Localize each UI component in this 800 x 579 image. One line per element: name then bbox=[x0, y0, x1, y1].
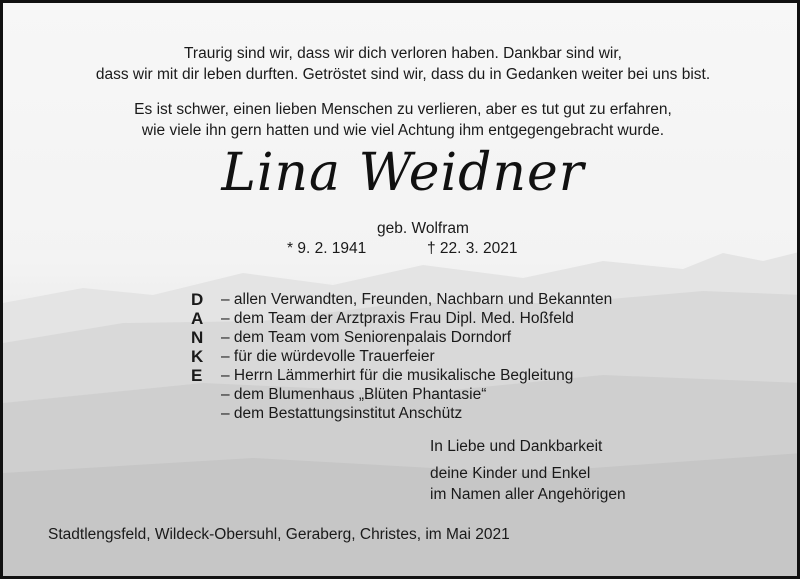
intro-line-2: dass wir mit dir leben durften. Getröstet sind wir, dass du in Gedanken weiter bei uns bist. bbox=[95, 66, 711, 83]
thanks-list bbox=[191, 290, 612, 423]
thanks-row bbox=[191, 347, 612, 366]
closing-line-2: deine Kinder und Enkel bbox=[430, 465, 591, 482]
thanks-text: – dem Blumenhaus „Blüten Phantasie“ bbox=[221, 385, 487, 403]
thanks-row bbox=[191, 404, 612, 423]
thanks-text: – Herrn Lämmerhirt für die musikalische Begleitung bbox=[221, 366, 574, 384]
intro-line-4: wie viele ihn gern hatten und wie viel Achtung ihm entgegengebracht wurde. bbox=[141, 122, 665, 139]
closing-line-3: im Namen aller Angehörigen bbox=[430, 486, 626, 503]
danke-letter: E bbox=[191, 365, 203, 385]
thanks-row bbox=[191, 290, 612, 309]
deceased-name: Lina Weidner bbox=[221, 143, 585, 203]
thanks-text: – dem Team vom Seniorenpalais Dorndorf bbox=[221, 328, 512, 346]
intro-paragraph-1 bbox=[3, 43, 800, 85]
footer-places-date: Stadtlengsfeld, Wildeck-Obersuhl, Geraberg, Christes, im Mai 2021 bbox=[48, 526, 510, 543]
intro-paragraph-2 bbox=[3, 99, 800, 141]
thanks-row bbox=[191, 385, 612, 404]
danke-letter: A bbox=[191, 308, 204, 328]
danke-letter: D bbox=[191, 289, 204, 309]
intro-line-3: Es ist schwer, einen lieben Menschen zu verlieren, aber es tut gut zu erfahren, bbox=[134, 101, 672, 118]
thanks-text: – dem Bestattungsinstitut Anschütz bbox=[221, 404, 463, 422]
intro-line-1: Traurig sind wir, dass wir dich verloren haben. Dankbar sind wir, bbox=[184, 45, 622, 62]
thanks-text: – allen Verwandten, Freunden, Nachbarn und Bekannten bbox=[221, 290, 613, 308]
thanks-text: – dem Team der Arztpraxis Frau Dipl. Med. Hoßfeld bbox=[221, 309, 574, 327]
thanks-row bbox=[191, 328, 612, 347]
maiden-name: geb. Wolfram bbox=[377, 220, 469, 237]
death-date: † 22. 3. 2021 bbox=[427, 240, 518, 257]
thanks-row bbox=[191, 309, 612, 328]
closing-line-1: In Liebe und Dankbarkeit bbox=[430, 438, 603, 455]
closing-signature bbox=[430, 436, 626, 505]
thanks-text: – für die würdevolle Trauerfeier bbox=[221, 347, 435, 365]
birth-date: * 9. 2. 1941 bbox=[287, 240, 367, 257]
thanks-row bbox=[191, 366, 612, 385]
danke-letter: N bbox=[191, 327, 204, 347]
danke-letter: K bbox=[191, 346, 204, 366]
